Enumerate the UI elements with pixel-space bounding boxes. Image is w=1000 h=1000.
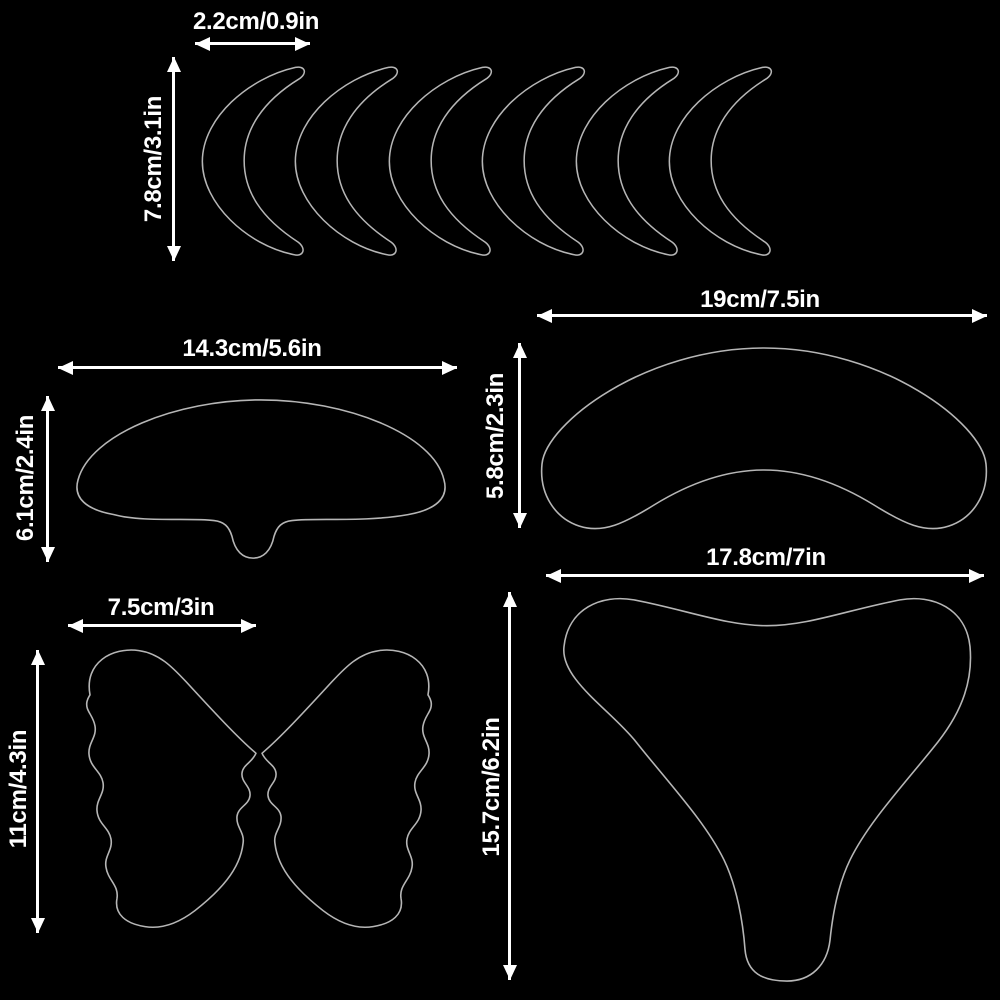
cheek-width-arrow	[68, 624, 256, 627]
forehead-width-label: 14.3cm/5.6in	[182, 335, 322, 362]
eye-patch-outlines	[190, 54, 790, 268]
eye-height-label: 7.8cm/3.1in	[140, 95, 167, 223]
forehead-patch-outline	[64, 391, 458, 569]
neck-patch-outline	[533, 337, 995, 533]
forehead-height-arrow	[46, 396, 49, 562]
chest-height-arrow	[508, 592, 511, 980]
eye-height-arrow	[172, 57, 175, 261]
neck-width-arrow	[537, 314, 987, 317]
chest-patch-outline	[545, 585, 990, 987]
cheek-height-label: 11cm/4.3in	[5, 729, 32, 849]
eye-width-arrow	[195, 42, 310, 45]
forehead-width-arrow	[58, 366, 457, 369]
cheek-patch-left-outline	[62, 644, 258, 936]
chest-width-arrow	[546, 574, 984, 577]
neck-width-label: 19cm/7.5in	[700, 286, 820, 313]
chest-width-label: 17.8cm/7in	[706, 544, 826, 571]
eye-width-label: 2.2cm/0.9in	[192, 8, 320, 35]
cheek-width-label: 7.5cm/3in	[107, 594, 215, 621]
chest-height-label: 15.7cm/6.2in	[478, 717, 505, 857]
cheek-height-arrow	[36, 650, 39, 933]
neck-height-label: 5.8cm/2.3in	[482, 372, 509, 500]
cheek-patch-right-outline	[260, 644, 456, 936]
forehead-height-label: 6.1cm/2.4in	[12, 414, 39, 542]
neck-height-arrow	[518, 343, 521, 528]
